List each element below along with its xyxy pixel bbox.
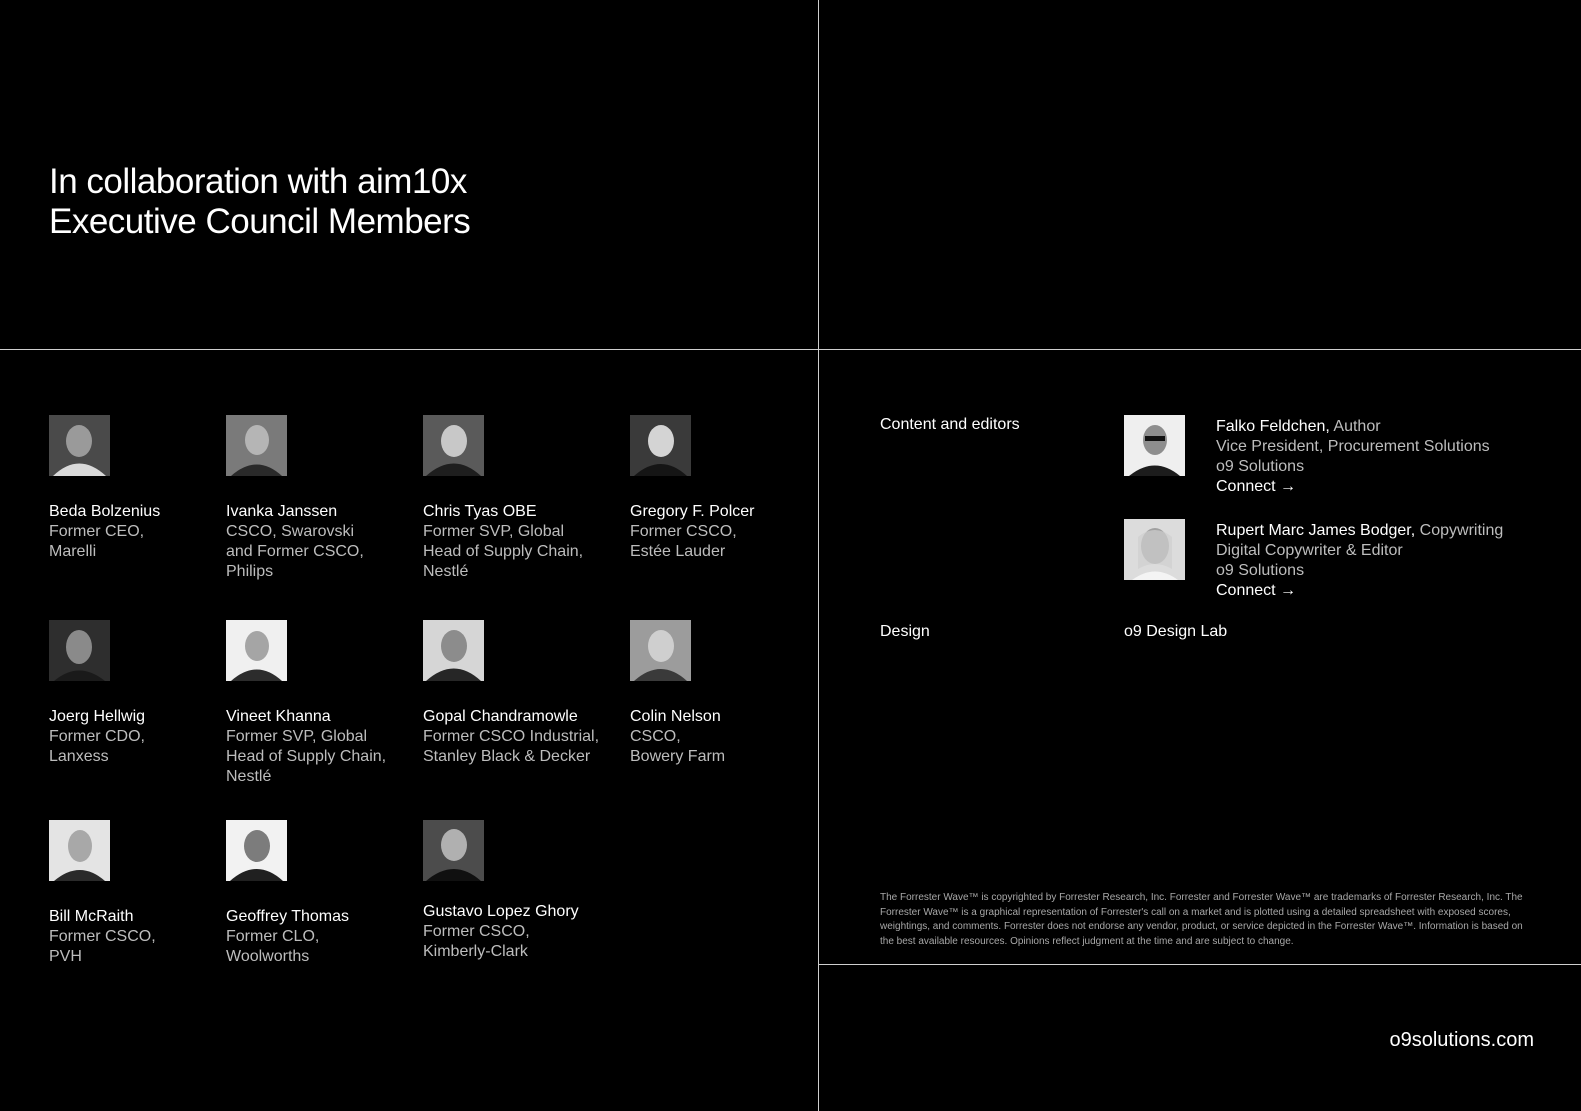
council-member — [226, 620, 406, 787]
member-photo — [226, 415, 287, 476]
member-name: Gopal Chandramowle — [423, 708, 578, 725]
council-member — [226, 415, 406, 582]
member-name: Colin Nelson — [630, 708, 721, 725]
member-role: Former CSCO, PVH — [49, 928, 156, 965]
connect-link[interactable]: Connect → — [1216, 582, 1297, 599]
member-photo — [423, 415, 484, 476]
member-role: Former SVP, Global Head of Supply Chain, Nestlé — [423, 523, 584, 580]
editor-name-line — [1216, 521, 1546, 541]
editor-title: Digital Copywriter & Editor — [1216, 542, 1403, 559]
member-name: Chris Tyas OBE — [423, 503, 537, 520]
member-role: Former CSCO, Estée Lauder — [630, 523, 737, 560]
council-member — [49, 820, 229, 967]
editor-company: o9 Solutions — [1216, 562, 1305, 579]
council-member — [630, 415, 810, 562]
member-name: Vineet Khanna — [226, 708, 331, 725]
member-role: CSCO, Bowery Farm — [630, 728, 726, 765]
member-role: Former CDO, Lanxess — [49, 728, 145, 765]
design-label: Design — [880, 623, 930, 640]
member-role: Former CEO, Marelli — [49, 523, 145, 560]
vertical-divider — [818, 0, 819, 1111]
council-member — [423, 415, 603, 582]
page-title — [49, 162, 470, 242]
member-photo — [423, 820, 484, 881]
member-name: Ivanka Janssen — [226, 503, 338, 520]
member-name: Beda Bolzenius — [49, 503, 161, 520]
page-title-line-1: In collaboration with aim10x — [49, 162, 467, 201]
council-member — [226, 820, 406, 967]
member-name: Geoffrey Thomas — [226, 908, 350, 925]
member-photo — [226, 820, 287, 881]
forrester-disclaimer: The Forrester Wave™ is copyrighted by Forrester Research, Inc. Forrester and Forrester Wave™ are trademarks of Forrester Research, Inc. The Forrester Wave™ is a graphical representation of Forrester's call on a market and is plotted using a detailed spreadsheet with exposed scores, weightings, and comments. Forrester does not endorse any vendor, product, or service depicted in the Forrester Wave™. Information is based on the best available resources. Opinions reflect judgment at the time and are subject to change. — [880, 892, 1523, 947]
council-member — [49, 415, 229, 562]
member-name: Bill McRaith — [49, 908, 134, 925]
editor-name: Rupert Marc James Bodger, — [1216, 522, 1416, 539]
council-member — [630, 620, 810, 767]
member-photo — [226, 620, 287, 681]
editor-title: Vice President, Procurement Solutions — [1216, 438, 1490, 455]
connect-link[interactable]: Connect → — [1216, 478, 1297, 495]
council-member — [49, 620, 229, 767]
editor-name: Falko Feldchen, — [1216, 418, 1330, 435]
member-photo — [49, 620, 110, 681]
member-photo — [49, 415, 110, 476]
editor-credit: Copywriting — [1419, 522, 1504, 539]
horizontal-divider — [0, 349, 1581, 350]
footer-divider — [819, 964, 1581, 965]
member-photo — [630, 415, 691, 476]
editor-photo — [1124, 415, 1185, 476]
editor-credit: Author — [1333, 418, 1381, 435]
page-title-line-2: Executive Council Members — [49, 202, 471, 241]
content-editors-label: Content and editors — [880, 416, 1020, 433]
council-member — [423, 820, 603, 962]
editor-name-line — [1216, 417, 1546, 437]
member-name: Gregory F. Polcer — [630, 503, 755, 520]
member-name: Joerg Hellwig — [49, 708, 146, 725]
member-role: CSCO, Swarovski and Former CSCO, Philips — [226, 523, 364, 580]
council-member — [423, 620, 603, 767]
design-lab-value: o9 Design Lab — [1124, 623, 1228, 640]
member-photo — [49, 820, 110, 881]
member-photo — [630, 620, 691, 681]
member-role: Former CLO, Woolworths — [226, 928, 320, 965]
editor-company: o9 Solutions — [1216, 458, 1305, 475]
editor-photo — [1124, 519, 1185, 580]
member-photo — [423, 620, 484, 681]
member-name: Gustavo Lopez Ghory — [423, 903, 579, 920]
member-role: Former SVP, Global Head of Supply Chain, Nestlé — [226, 728, 387, 785]
member-role: Former CSCO Industrial, Stanley Black & Decker — [423, 728, 600, 765]
website-link[interactable]: o9solutions.com — [1389, 1029, 1534, 1051]
member-role: Former CSCO, Kimberly-Clark — [423, 923, 530, 960]
